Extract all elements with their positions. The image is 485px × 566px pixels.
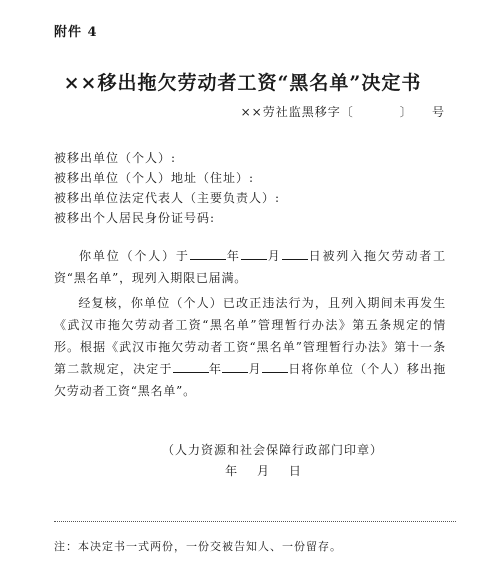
blank-year [190,247,226,260]
field-id-number: 被移出个人居民身份证号码: [54,211,216,225]
cut-line [54,521,456,522]
para1-year: 年 [225,249,241,263]
seal-line: （人力资源和社会保障行政部门印章） [161,443,383,457]
document-title: ××移出拖欠劳动者工资“黑名单”决定书 [63,72,422,94]
field-legal-representative: 被移出单位法定代表人（主要负责人）: [54,191,281,205]
date-line [0,462,485,479]
attachment-label: 附件 4 [54,25,98,40]
document-number-close: 〕 [399,105,413,119]
para1-month: 月 [266,249,282,263]
para2-text-b: 日将你单位（个人）移出拖欠劳动者工资“黑名单”。 [54,362,447,398]
document-number-prefix: ××劳社监黑移字〔 [240,105,354,119]
paragraph-decision [54,292,446,402]
footnote: 注：本决定书一式两份，一份交被告知人、一份留存。 [54,540,342,553]
date-year: 年 [225,464,239,478]
blank-day [282,247,308,260]
para2-month: 月 [248,362,262,376]
document-number-suffix: 号 [431,105,445,119]
blank-month [241,247,267,260]
para1-text-b: 日被列入拖欠劳动者工资“黑名单”，现列入期限已届满。 [54,249,446,285]
para2-text-a: 经复核，你单位（个人）已改正违法行为，且列入期间未再发生《武汉市拖欠劳动者工资“黑名单”管理暂行办法》第五条规定的情形。根据《武汉市拖欠劳动者工资“黑名单”管理暂行办法》第十一条第二款规定，决定于 [54,296,446,376]
blank-month [222,360,248,373]
date-month: 月 [256,464,270,478]
recipient-fields [54,148,280,228]
field-unit: 被移出单位（个人）: [54,151,177,165]
paragraph-listing [54,245,446,289]
para2-year: 年 [208,362,223,376]
document-number [241,103,445,120]
para1-text-a: 你单位（个人）于 [78,249,190,263]
date-day: 日 [288,464,302,478]
blank-day [262,360,288,373]
blank-year [173,360,209,373]
field-address: 被移出单位（个人）地址（住址）: [54,171,255,185]
